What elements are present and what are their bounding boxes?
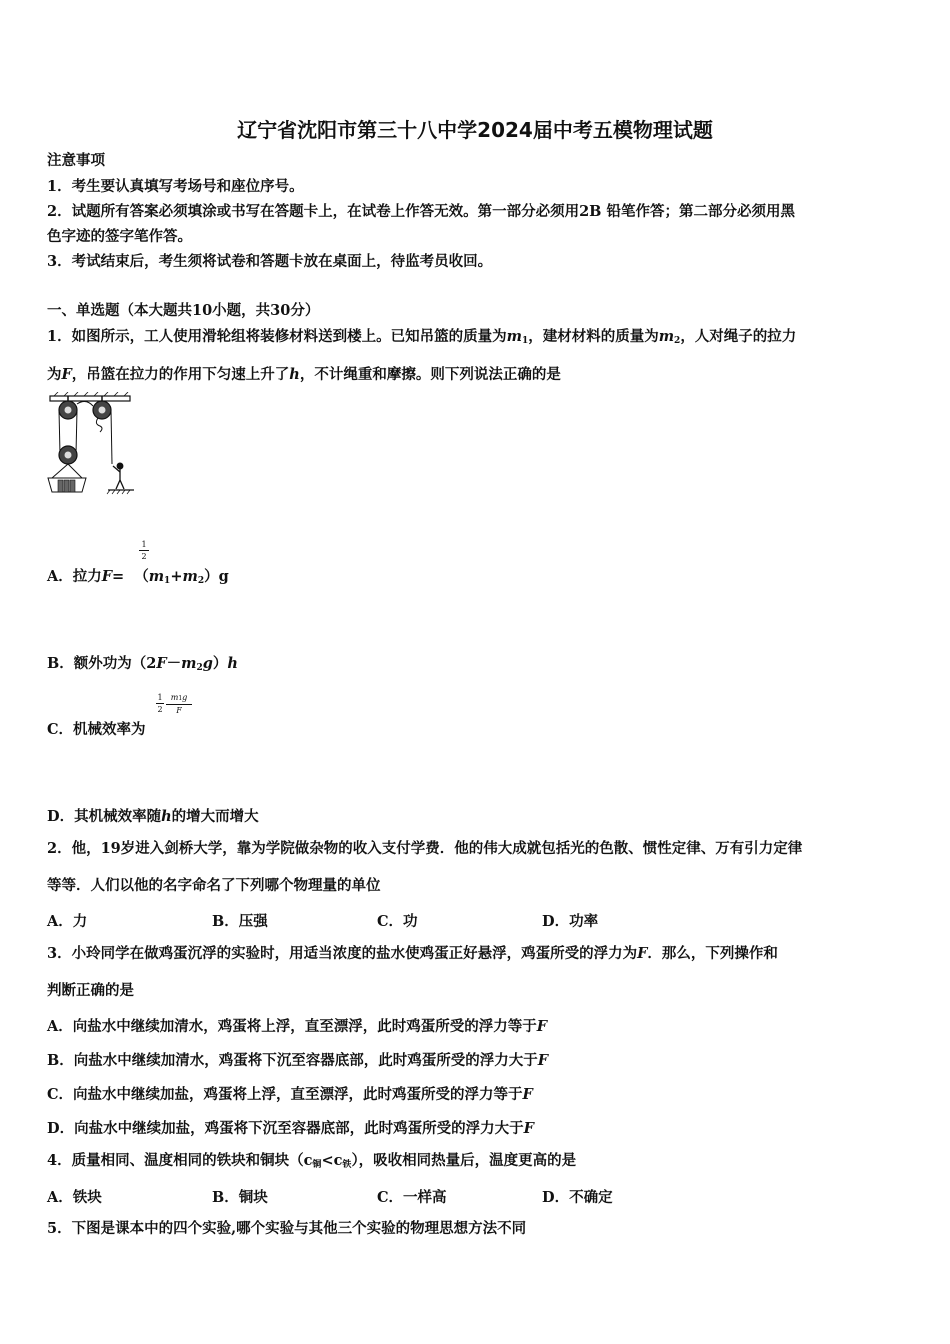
q2-option-d[interactable]: D．功率 xyxy=(542,913,599,930)
q3-option-a[interactable]: A．向盐水中继续加清水，鸡蛋将上浮，直至漂浮，此时鸡蛋所受的浮力等于F xyxy=(47,1018,548,1035)
q1-option-c[interactable]: C．机械效率为 xyxy=(47,721,146,738)
q3-option-c[interactable]: C．向盐水中继续加盐，鸡蛋将上浮，直至漂浮，此时鸡蛋所受的浮力等于F xyxy=(47,1086,533,1103)
q2-line-2: 等等．人们以他的名字命名了下列哪个物理量的单位 xyxy=(47,877,381,894)
q2-option-a[interactable]: A．力 xyxy=(47,913,88,930)
q3-line-2: 判断正确的是 xyxy=(47,982,134,999)
worker-figure xyxy=(113,463,124,489)
notice-item-3: 3．考试结束后，考生须将试卷和答题卡放在桌面上，待监考员收回。 xyxy=(47,253,493,270)
pulley-diagram xyxy=(44,392,140,496)
q1-option-b[interactable]: B．额外功为$(2F-m_2g)h$ xyxy=(47,655,238,673)
q4-option-a[interactable]: A．铁块 xyxy=(47,1189,102,1206)
q1-line-2: 为F，吊篮在拉力的作用下匀速上升了h，不计绳重和摩擦。则下列说法正确的是 xyxy=(47,366,561,383)
notice-item-2-cont: 色字迹的签字笔作答。 xyxy=(47,228,192,245)
q3-line-1: 3．小玲同学在做鸡蛋沉浮的实验时，用适当浓度的盐水使鸡蛋正好悬浮，鸡蛋所受的浮力为F．那么，下列操作和 xyxy=(47,945,778,962)
notice-item-2: 2．试题所有答案必须填涂或书写在答题卡上，在试卷上作答无效。第一部分必须用2B 铅笔作答；第二部分必须用黑 xyxy=(47,203,795,220)
q1-option-a-fraction: 1 2 xyxy=(139,540,149,561)
q5-line-1: 5．下图是课本中的四个实验,哪个实验与其他三个实验的物理思想方法不同 xyxy=(47,1220,527,1237)
q4-option-b[interactable]: B．铜块 xyxy=(212,1189,268,1206)
q1-option-a[interactable]: A．拉力$F= (m_1+m_2)g$ xyxy=(47,568,229,586)
q1-option-c-half: 1 2 xyxy=(157,693,163,714)
q2-option-c[interactable]: C．功 xyxy=(377,913,418,930)
page-title: 辽宁省沈阳市第三十八中学2024届中考五模物理试题 xyxy=(237,118,713,142)
q3-option-d[interactable]: D．向盐水中继续加盐，鸡蛋将下沉至容器底部，此时鸡蛋所受的浮力大于F xyxy=(47,1120,534,1137)
q1-option-c-ratio: m1g F xyxy=(166,693,192,715)
q3-option-b[interactable]: B．向盐水中继续加清水，鸡蛋将下沉至容器底部，此时鸡蛋所受的浮力大于F xyxy=(47,1052,549,1069)
notice-item-1: 1．考生要认真填写考场号和座位序号。 xyxy=(47,178,304,195)
q4-option-d[interactable]: D．不确定 xyxy=(542,1189,613,1206)
q4-line-1: 4．质量相同、温度相同的铁块和铜块$(c_铜<c_铁)$，吸收相同热量后，温度更高的是 xyxy=(47,1152,577,1170)
q2-option-b[interactable]: B．压强 xyxy=(212,913,268,930)
q4-option-c[interactable]: C．一样高 xyxy=(377,1189,447,1206)
q1-option-d[interactable]: D．其机械效率随h的增大而增大 xyxy=(47,808,259,825)
q1-line-1: 1．如图所示，工人使用滑轮组将装修材料送到楼上。已知吊篮的质量为$m_1$，建材材料的质量为$m_2$，人对绳子的拉力 xyxy=(47,328,797,346)
q2-line-1: 2．他，19岁进入剑桥大学，靠为学院做杂物的收入支付学费．他的伟大成就包括光的色散、惯性定律、万有引力定律 xyxy=(47,840,803,857)
notice-heading: 注意事项 xyxy=(47,152,105,169)
ceiling-beam xyxy=(50,396,130,401)
section-heading: 一、单选题（本大题共10小题，共30分） xyxy=(47,302,320,319)
